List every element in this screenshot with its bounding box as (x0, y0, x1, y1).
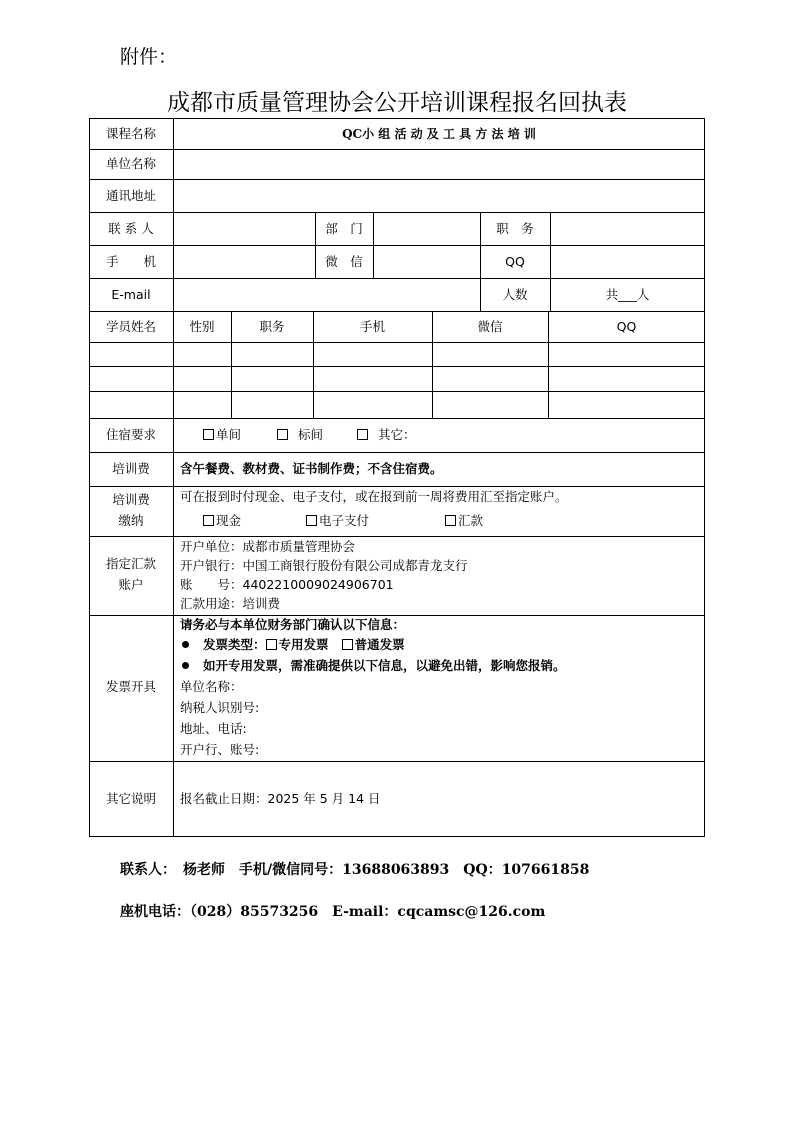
invoice-special-option[interactable]: 专用发票 (266, 637, 329, 652)
registration-deadline: 报名截止日期：2025 年 5 月 14 日 (180, 791, 381, 806)
invoice-special-note: 如开专用发票，需准确提供以下信息，以避免出错，影响您报销。 (180, 658, 566, 674)
checkbox-icon (306, 515, 317, 526)
student-qq-header: QQ (616, 319, 637, 334)
checkbox-icon (203, 429, 214, 440)
footer-contact-line: 联系人： 杨老师 手机/微信同号：13688063893 QQ：107661858 (120, 862, 590, 878)
invoice-tax-id-field[interactable]: 纳税人识别号: (180, 700, 260, 715)
course-name-label: 课程名称 (105, 126, 156, 141)
qq-label: QQ (505, 254, 525, 269)
course-name-value: QC小 组 活 动 及 工 具 方 法 培 训 (342, 127, 536, 141)
participant-count-label: 人数 (502, 287, 528, 302)
training-fee-value: 含午餐费、教材费、证书制作费；不含住宿费。 (180, 461, 443, 476)
department-label: 部 门 (325, 221, 363, 236)
email-field[interactable] (175, 280, 479, 310)
student-row[interactable] (90, 367, 704, 391)
footer-phone-line: 座机电话：（028）85573256 E-mail：cqcamsc@126.com (120, 904, 546, 920)
account-label-line2: 账户 (118, 577, 144, 592)
contact-person-field[interactable] (175, 214, 314, 244)
mobile-label: 手 机 (105, 254, 156, 269)
unit-name-field[interactable] (175, 151, 703, 178)
payment-cash-option[interactable]: 现金 (203, 513, 241, 529)
position-label: 职 务 (496, 221, 534, 236)
invoice-address-phone-field[interactable]: 地址、电话: (180, 721, 247, 736)
student-position-header: 职务 (259, 319, 285, 334)
account-number: 账 号：4402210009024906701 (180, 577, 394, 592)
mobile-field[interactable] (175, 247, 314, 277)
department-field[interactable] (375, 214, 479, 244)
checkbox-icon (445, 515, 456, 526)
invoice-normal-option[interactable]: 普通发票 (342, 637, 405, 652)
email-label: E-mail (111, 287, 151, 302)
account-label-line1: 指定汇款 (105, 556, 156, 571)
payment-electronic-option[interactable]: 电子支付 (306, 513, 369, 529)
payment-label-line1: 培训费 (112, 492, 150, 507)
student-row[interactable] (90, 343, 704, 366)
accommodation-other-option[interactable]: 其它： (357, 427, 415, 443)
invoice-unit-name-field[interactable]: 单位名称： (180, 679, 243, 694)
checkbox-icon (277, 429, 288, 440)
bullet-icon (182, 662, 189, 669)
invoice-confirm-note: 请务必与本单位财务部门确认以下信息： (180, 617, 406, 632)
qq-field[interactable] (552, 247, 703, 277)
student-gender-header: 性别 (189, 319, 215, 334)
checkbox-icon (203, 515, 214, 526)
contact-person-label: 联 系 人 (108, 221, 154, 236)
student-wechat-header: 微信 (477, 319, 503, 334)
wechat-label: 微 信 (325, 254, 363, 269)
page-title: 成都市质量管理协会公开培训课程报名回执表 (167, 90, 627, 116)
bullet-icon (182, 641, 189, 648)
student-mobile-header: 手机 (359, 319, 385, 334)
participant-count-value[interactable]: 共___人 (605, 287, 650, 302)
invoice-label: 发票开具 (105, 679, 156, 694)
accommodation-single-option[interactable]: 单间 (203, 427, 241, 443)
checkbox-icon (342, 639, 353, 650)
accommodation-label: 住宿要求 (105, 427, 156, 442)
invoice-bank-account-field[interactable]: 开户行、账号: (180, 742, 260, 757)
account-purpose: 汇款用途：培训费 (180, 596, 281, 611)
accommodation-double-option[interactable]: 标间 (277, 427, 323, 443)
checkbox-icon (266, 639, 277, 650)
payment-label-line2: 缴纳 (118, 513, 144, 528)
wechat-field[interactable] (375, 247, 479, 277)
address-field[interactable] (175, 181, 703, 211)
position-field[interactable] (552, 214, 703, 244)
address-label: 通讯地址 (105, 188, 156, 203)
account-bank: 开户银行：中国工商银行股份有限公司成都青龙支行 (180, 558, 468, 573)
payment-note: 可在报到时付现金、电子支付，或在报到前一周将费用汇至指定账户。 (180, 489, 568, 504)
training-fee-label: 培训费 (112, 461, 150, 476)
invoice-type-line: 发票类型： 专用发票 普通发票 (180, 637, 405, 653)
unit-name-label: 单位名称 (105, 156, 156, 171)
checkbox-icon (357, 429, 368, 440)
payment-transfer-option[interactable]: 汇款 (445, 513, 483, 529)
other-notes-label: 其它说明 (105, 791, 156, 806)
student-name-header: 学员姓名 (105, 319, 156, 334)
student-row[interactable] (90, 392, 704, 418)
account-holder: 开户单位：成都市质量管理协会 (180, 539, 356, 554)
registration-form-table (89, 118, 705, 837)
attachment-label: 附件： (120, 46, 178, 68)
